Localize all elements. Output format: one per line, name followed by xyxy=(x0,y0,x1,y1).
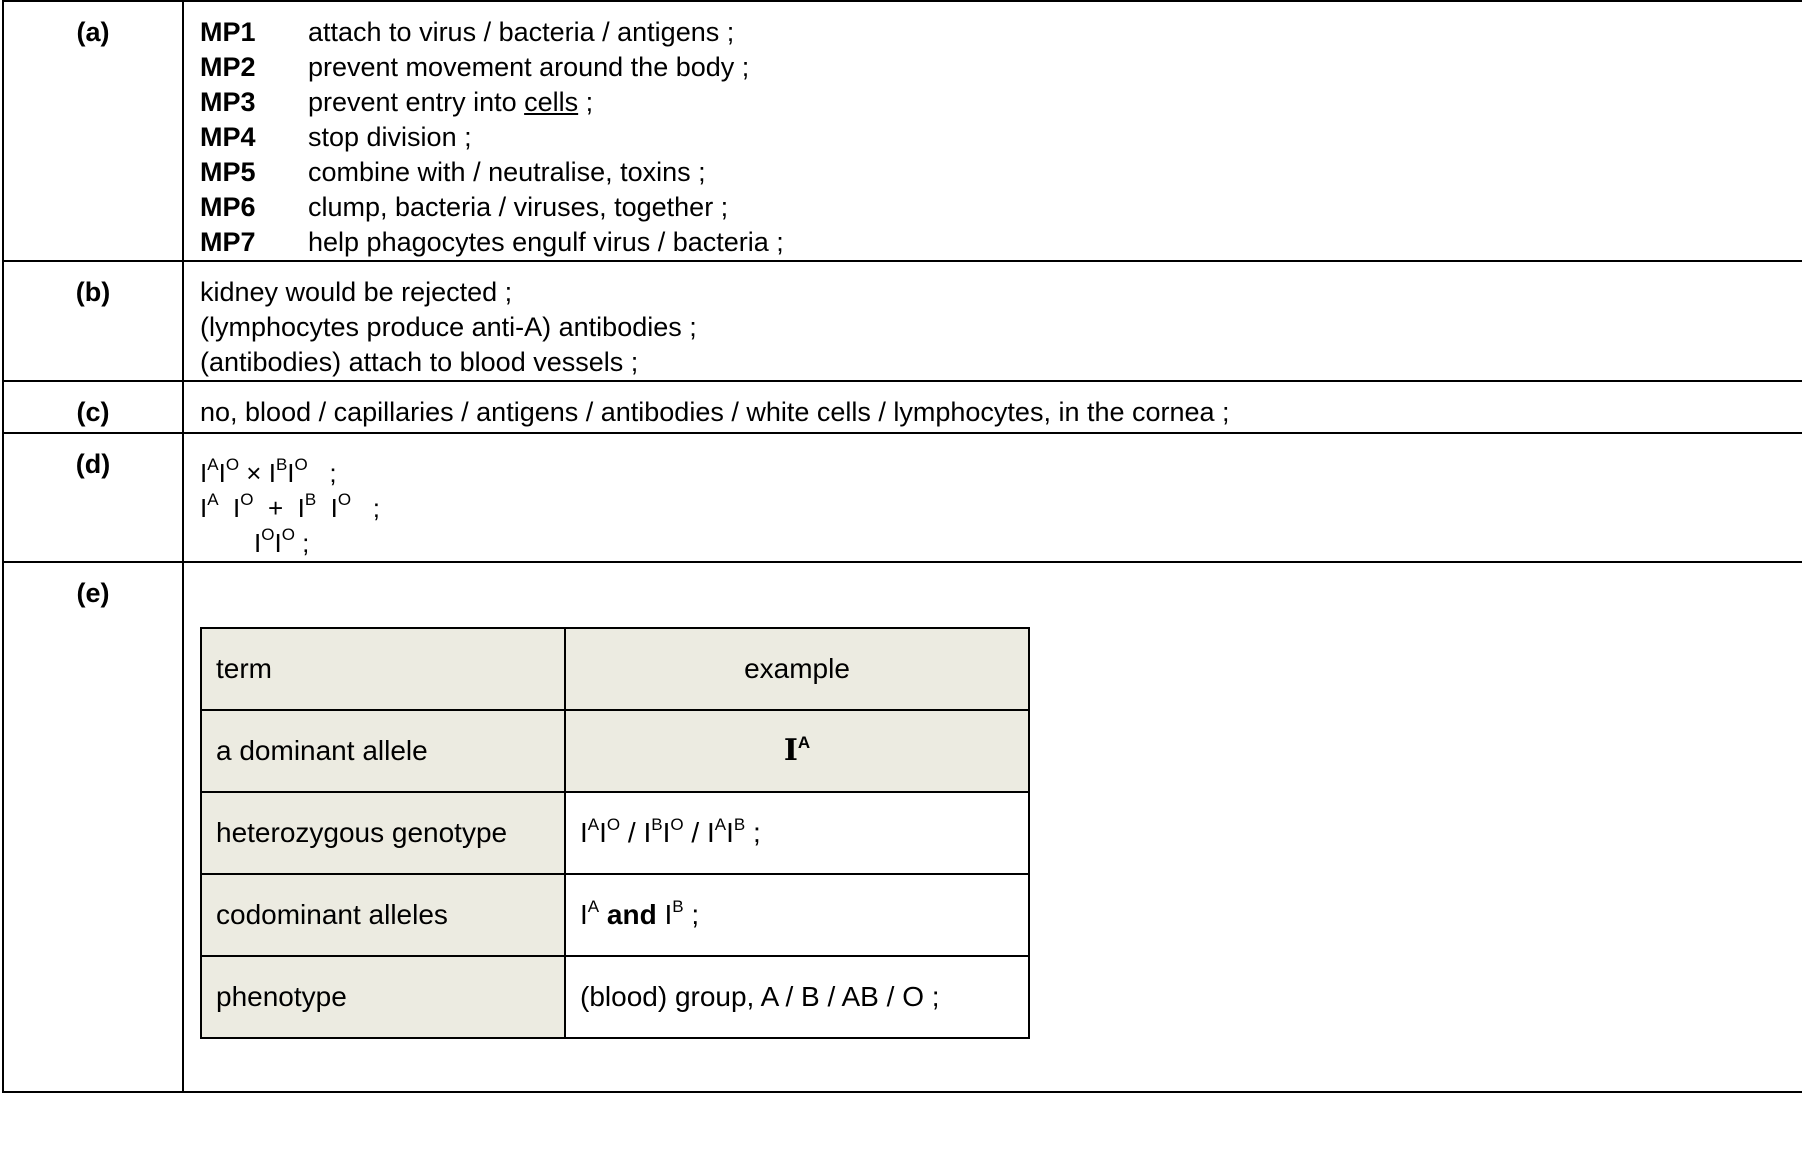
part-a-label: (a) xyxy=(3,1,183,261)
part-b-row xyxy=(3,261,1802,381)
table-row xyxy=(201,956,1029,1038)
mark-scheme-table xyxy=(2,0,1802,1093)
offspring-genotype: $I^OI^O$ ; xyxy=(254,525,310,558)
example-cell: $I^A$ xyxy=(565,710,1029,792)
answer-line: (lymphocytes produce anti-A) antibodies ; xyxy=(200,312,697,342)
marking-point: MP5 combine with / neutralise, toxins ; xyxy=(200,157,706,187)
part-c-label: (c) xyxy=(3,381,183,433)
example-cell: $I^AI^O / I^BI^O / I^AI^B$ ; xyxy=(565,792,1029,874)
part-c-answer xyxy=(183,381,1802,433)
marking-point: MP2 prevent movement around the body ; xyxy=(200,52,750,82)
table-row xyxy=(201,792,1029,874)
part-b-answer xyxy=(183,261,1802,381)
example-cell: (blood) group, A / B / AB / O ; xyxy=(565,956,1029,1038)
part-d-answer xyxy=(183,433,1802,562)
term-cell: a dominant allele xyxy=(201,710,565,792)
part-d-label: (d) xyxy=(3,433,183,562)
part-d-row xyxy=(3,433,1802,562)
marking-point: MP4 stop division ; xyxy=(200,122,472,152)
part-e-answer xyxy=(183,562,1802,1092)
term-cell: codominant alleles xyxy=(201,874,565,956)
part-e-label: (e) xyxy=(3,562,183,1092)
part-a-row xyxy=(3,1,1802,261)
parental-cross: $I^AI^O \times I^BI^O$ ; xyxy=(200,455,337,488)
term-cell: phenotype xyxy=(201,956,565,1038)
table-row xyxy=(201,710,1029,792)
answer-line: kidney would be rejected ; xyxy=(200,277,513,307)
genetics-terms-table xyxy=(200,627,1030,1039)
part-e-row xyxy=(3,562,1802,1092)
marking-point: MP6 clump, bacteria / viruses, together ; xyxy=(200,192,729,222)
underlined-keyword: cells xyxy=(524,87,579,117)
marking-point: MP1 attach to virus / bacteria / antigens ; xyxy=(200,17,735,47)
example-cell: $I^A$ and $I^B$ ; xyxy=(565,874,1029,956)
answer-line: no, blood / capillaries / antigens / antibodies / white cells / lymphocytes, in the cornea ; xyxy=(200,397,1230,427)
part-a-answer xyxy=(183,1,1802,261)
header-example: example xyxy=(565,628,1029,710)
table-row xyxy=(201,874,1029,956)
part-b-label: (b) xyxy=(3,261,183,381)
answer-line: (antibodies) attach to blood vessels ; xyxy=(200,347,639,377)
term-cell: heterozygous genotype xyxy=(201,792,565,874)
part-c-row xyxy=(3,381,1802,433)
marking-point: MP7 help phagocytes engulf virus / bacteria ; xyxy=(200,227,784,257)
table-header-row xyxy=(201,628,1029,710)
header-term: term xyxy=(201,628,565,710)
marking-point: MP3 prevent entry into cells ; xyxy=(200,87,594,117)
gametes: $I^A$ $I^O + I^B$ $I^O$ ; xyxy=(200,490,380,523)
